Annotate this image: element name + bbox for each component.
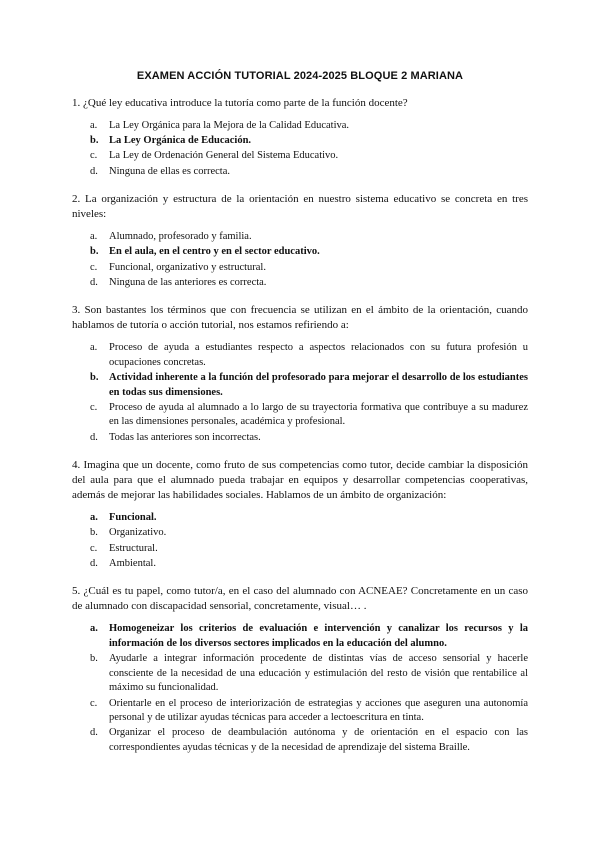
answer-option: [72, 526, 528, 541]
option-text: Ambiental.: [109, 557, 156, 569]
question-2: [72, 192, 528, 290]
option-text: Orientarle en el proceso de interiorización de estrategias y acciones que aseguren una autonomía personal y de utilizar ayudas técnicas para acceder a lectoescritura en tinta.: [109, 697, 528, 724]
answer-option: [72, 542, 528, 557]
answer-option-correct: [72, 511, 528, 526]
option-text: Funcional.: [109, 512, 157, 524]
option-list: [72, 511, 528, 571]
option-letter: c.: [90, 697, 98, 709]
option-list: [72, 230, 528, 290]
option-letter: a.: [90, 623, 98, 635]
option-text: Ninguna de ellas es correcta.: [109, 165, 230, 177]
option-letter: b.: [90, 372, 99, 384]
option-text: La Ley de Ordenación General del Sistema Educativo.: [109, 150, 339, 162]
option-text: En el aula, en el centro y en el sector educativo.: [109, 246, 320, 258]
option-letter: b.: [90, 653, 98, 665]
answer-option: [72, 697, 528, 726]
answer-option: [72, 652, 528, 696]
option-text: Estructural.: [109, 542, 158, 554]
option-letter: d.: [90, 276, 98, 288]
option-letter: d.: [90, 727, 98, 739]
option-list: [72, 622, 528, 755]
option-list: [72, 119, 528, 179]
answer-option: [72, 401, 528, 430]
option-text: Todas las anteriores son incorrectas.: [109, 431, 261, 443]
option-letter: c.: [90, 401, 98, 413]
option-text: Homogeneizar los criterios de evaluación e intervención y canalizar los recursos y la información de los diversos sectores implicados en la educación del alumno.: [109, 623, 528, 649]
option-text: Ninguna de las anteriores es correcta.: [109, 276, 267, 288]
answer-option: [72, 557, 528, 572]
option-text: Proceso de ayuda a estudiantes respecto a aspectos relacionados con su futura profesión u ocupaciones concretas.: [109, 342, 528, 368]
option-letter: d.: [90, 557, 98, 569]
option-letter: a.: [90, 342, 98, 354]
answer-option: [72, 230, 528, 245]
question-5: [72, 584, 528, 755]
question-text: 1. ¿Qué ley educativa introduce la tutoría como parte de la función docente?: [72, 97, 408, 109]
option-text: La Ley Orgánica de Educación.: [109, 135, 252, 147]
option-letter: b.: [90, 527, 98, 539]
option-letter: a.: [90, 120, 98, 131]
question-text: 5. ¿Cuál es tu papel, como tutor/a, en el caso del alumnado con ACNEAE? Concretamente en un caso de alumnado con discapacidad sensorial, concretamente, visual… .: [72, 585, 528, 613]
answer-option: [72, 119, 528, 134]
option-letter: a.: [90, 231, 98, 243]
answer-option: [72, 261, 528, 276]
question-text: 2. La organización y estructura de la orientación en nuestro sistema educativo se concreta en tres niveles:: [72, 193, 528, 221]
option-letter: b.: [90, 246, 99, 258]
option-text: Actividad inherente a la función del profesorado para mejorar el desarrollo de los estudiantes en todas sus dimensiones.: [109, 372, 528, 398]
option-letter: c.: [90, 261, 98, 273]
answer-option: [72, 726, 528, 755]
answer-option: [72, 341, 528, 370]
document-title: EXAMEN ACCIÓN TUTORIAL 2024-2025 BLOQUE 2 MARIANA: [136, 70, 464, 82]
option-text: La Ley Orgánica para la Mejora de la Calidad Educativa.: [109, 120, 350, 131]
option-letter: a.: [90, 512, 98, 524]
option-text: Proceso de ayuda al alumnado a lo largo de su trayectoria formativa que contribuye a su madurez en las dimensiones personales, académica y profesional.: [109, 401, 528, 428]
option-text: Funcional, organizativo y estructural.: [109, 261, 266, 273]
question-text: 3. Son bastantes los términos que con frecuencia se utilizan en el ámbito de la orientación, cuando hablamos de tutoría o acción tutorial, nos estamos refiriendo a:: [72, 304, 528, 332]
answer-option: [72, 431, 528, 446]
answer-option-correct: [72, 134, 528, 149]
option-letter: c.: [90, 150, 98, 162]
option-letter: b.: [90, 135, 99, 147]
answer-option: [72, 276, 528, 291]
question-3: [72, 303, 528, 445]
answer-option: [72, 165, 528, 180]
question-text: 4. Imagina que un docente, como fruto de sus competencias como tutor, decide cambiar la disposición del aula para que el alumnado pueda trabajar en equipos y desarrollar competencias cooperativas, además de mejorar las habilidades sociales. Hablamos de un ámbito de organización:: [72, 459, 528, 502]
option-letter: c.: [90, 542, 98, 554]
option-letter: d.: [90, 431, 98, 443]
answer-option-correct: [72, 371, 528, 400]
question-1: [72, 96, 528, 179]
option-text: Ayudarle a integrar información procedente de distintas vías de acceso sensorial y hacerle consciente de la necesidad de una educación y estimulación del resto de visión que rentabilice al máximo su funcionalidad.: [109, 653, 528, 694]
answer-option: [72, 149, 528, 164]
option-list: [72, 341, 528, 445]
question-4: [72, 458, 528, 571]
option-text: Organizar el proceso de deambulación autónoma y de orientación en el espacio con las correspondientes ayudas técnicas y de la necesidad de aprendizaje del sistema Braille.: [109, 727, 528, 753]
option-text: Organizativo.: [109, 527, 167, 539]
answer-option-correct: [72, 622, 528, 651]
option-letter: d.: [90, 165, 98, 177]
answer-option-correct: [72, 245, 528, 260]
question-list: [72, 96, 528, 756]
option-text: Alumnado, profesorado y familia.: [109, 231, 252, 243]
